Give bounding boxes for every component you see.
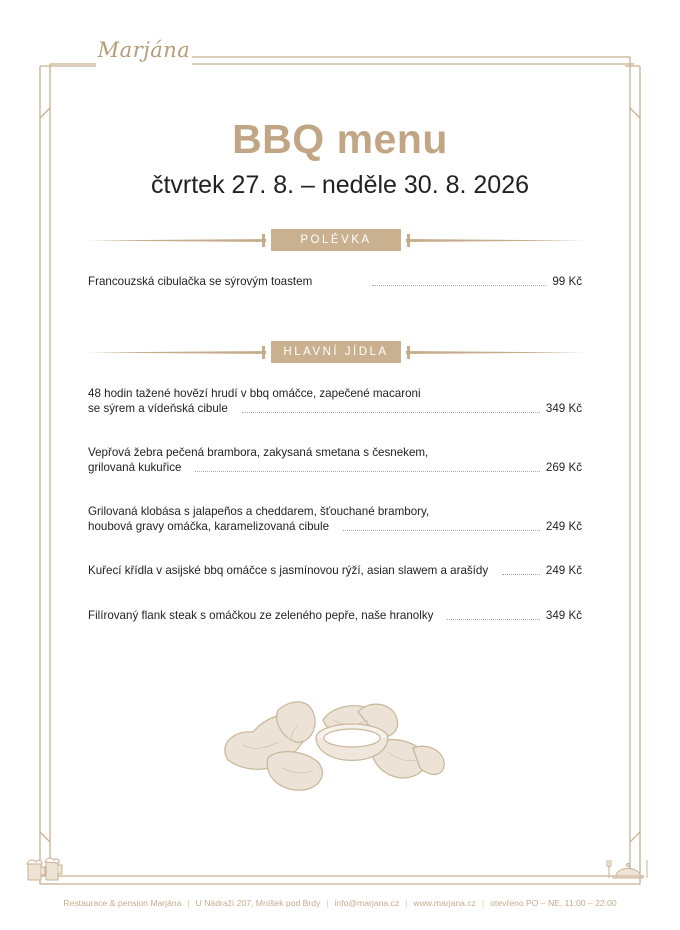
leader-dots [502, 574, 540, 575]
footer [0, 898, 680, 908]
leader-dots [372, 285, 546, 286]
item-name-line1: Grilovaná klobása s jalapeños a cheddarem, šťouchané brambory, [88, 505, 430, 518]
menu-item [88, 386, 582, 416]
item-name-line2: se sýrem a vídeňská cibule [88, 402, 228, 415]
leader-dots [343, 530, 540, 531]
menu-item [88, 504, 582, 534]
footer-separator: | [405, 898, 408, 908]
footer-hours: otevřeno PO – NE, 11:00 – 22:00 [490, 898, 617, 908]
item-price: 269 Kč [545, 461, 582, 474]
menu-item [88, 608, 582, 623]
divider-left [86, 351, 266, 354]
item-name: Kuřecí křídla v asijské bbq omáčce s jasmínovou rýží, asian slawem a arašídy [88, 564, 489, 577]
item-name-line1: Vepřová žebra pečená brambora, zakysaná smetana s česnekem, [88, 446, 429, 459]
footer-email[interactable]: info@marjana.cz [334, 898, 400, 908]
item-price: 349 Kč [545, 402, 582, 415]
date-range: čtvrtek 27. 8. – neděle 30. 8. 2026 [150, 171, 530, 199]
item-name: Francouzská cibulačka se sýrovým toastem [88, 275, 313, 288]
item-price: 99 Kč [552, 275, 582, 288]
section-label: POLÉVKA [271, 229, 401, 251]
item-price: 349 Kč [545, 609, 582, 622]
item-name-line2: houbová gravy omáčka, karamelizovaná cibule [88, 520, 330, 533]
footer-separator: | [326, 898, 329, 908]
divider-right [406, 351, 586, 354]
divider-right [406, 239, 586, 242]
brand-logo: Marjána [96, 34, 192, 66]
menu-item [88, 563, 582, 578]
page-title: BBQ menu [232, 116, 448, 162]
section-header-hlavni-jidla [86, 341, 586, 365]
footer-address: U Nádraží 207, Mníšek pod Brdy [195, 898, 321, 908]
divider-tick [262, 346, 265, 359]
item-price: 249 Kč [545, 564, 582, 577]
item-name-line2: grilovaná kukuřice [88, 461, 182, 474]
beer-mugs-icon [22, 856, 68, 882]
menu-item [88, 445, 582, 475]
item-price: 249 Kč [545, 520, 582, 533]
menu-item [88, 274, 582, 289]
item-name: Filírovaný flank steak s omáčkou ze zeleného pepře, naše hranolky [88, 609, 434, 622]
footer-website[interactable]: www.marjana.cz [413, 898, 476, 908]
item-name-line1: 48 hodin tažené hovězí hrudí v bbq omáčce, zapečené macaroni [88, 387, 421, 400]
divider-tick [262, 234, 265, 247]
divider-left [86, 239, 266, 242]
section-header-polevka [86, 229, 586, 253]
chicken-wings-illustration [208, 690, 458, 805]
leader-dots [447, 619, 539, 620]
section-label: HLAVNÍ JÍDLA [271, 341, 401, 363]
cloche-cutlery-icon [606, 854, 650, 882]
footer-separator: | [481, 898, 485, 908]
footer-company: Restaurace & pension Marjána [63, 898, 182, 908]
leader-dots [195, 471, 539, 472]
footer-separator: | [187, 898, 190, 908]
leader-dots [242, 412, 540, 413]
